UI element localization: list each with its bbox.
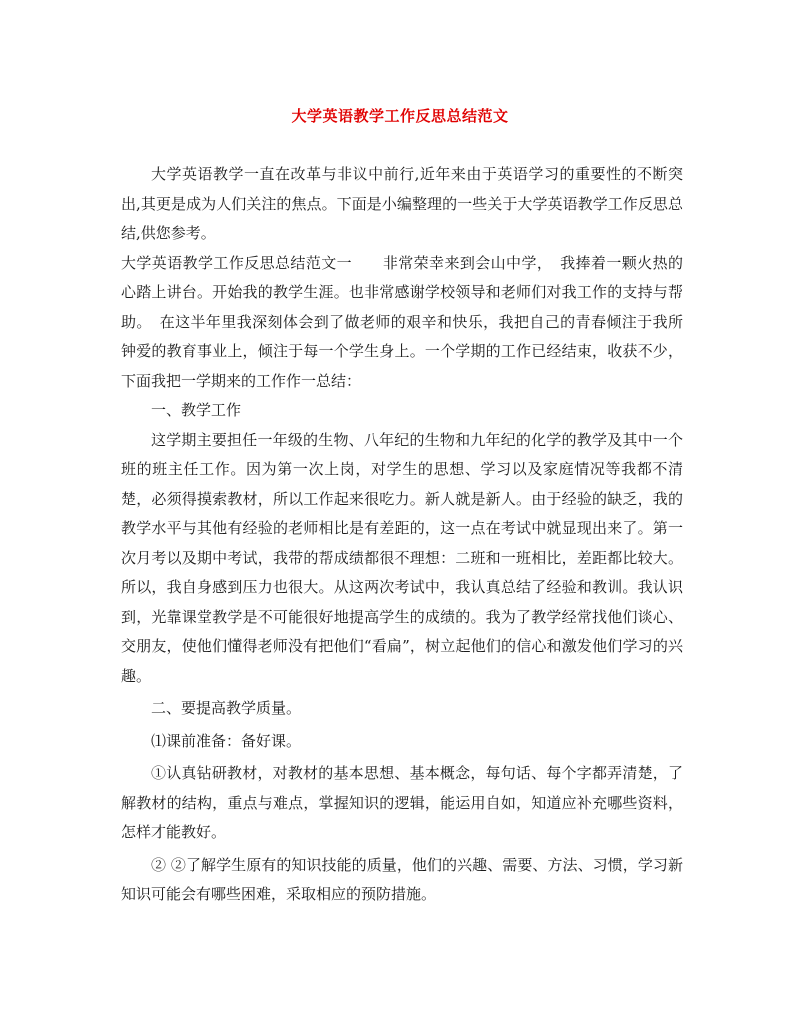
document-body bbox=[121, 160, 683, 910]
intro-paragraph: 大学英语教学一直在改革与非议中前行,近年来由于英语学习的重要性的不断突出,其更是成为人们关注的焦点。下面是小编整理的一些关于大学英语教学工作反思总结,供您参考。 bbox=[121, 165, 683, 242]
list-item-study-material: ①认真钻研教材，对教材的基本思想、基本概念，每句话、每个字都弄清楚，了解教材的结构，重点与难点，掌握知识的逻辑，能运用自如，知道应补充哪些资料，怎样才能教好。 bbox=[121, 764, 683, 841]
subheading-preparation: ⑴课前准备：备好课。 bbox=[151, 731, 302, 750]
section-heading-quality: 二、要提高教学质量。 bbox=[151, 699, 302, 717]
document-title: 大学英语教学工作反思总结范文 bbox=[291, 107, 509, 125]
list-item-know-students: ② ②了解学生原有的知识技能的质量，他们的兴趣、需要、方法、习惯，学习新知识可能会有哪些困难，采取相应的预防措施。 bbox=[121, 855, 683, 903]
section-heading-teaching-work: 一、教学工作 bbox=[151, 401, 242, 419]
summary-one-paragraph: 大学英语教学工作反思总结范文一 非常荣幸来到会山中学， 我捧着一颗火热的心踏上讲台。开始我的教学生涯。也非常感谢学校领导和老师们对我工作的支持与帮助。 在这半年里我深刻体会到了做老师的艰辛和快乐，我把自己的青春倾注于我所钟爱的教育事业上，倾注于每一个学生身上。一个学期的工作已经结束，收获不少，下面我把一学期来的工作作一总结： bbox=[121, 253, 683, 390]
teaching-work-paragraph: 这学期主要担任一年级的生物、八年纪的生物和九年纪的化学的教学及其中一个班的班主任工作。因为第一次上岗，对学生的思想、学习以及家庭情况等我都不清楚，必须得摸索教材，所以工作起来很吃力。新人就是新人。由于经验的缺乏，我的教学水平与其他有经验的老师相比是有差距的，这一点在考试中就显现出来了。第一次月考以及期中考试，我带的帮成绩都很不理想：二班和一班相比，差距都比较大。所以，我自身感到压力也很大。从这两次考试中，我认真总结了经验和教训。我认识到，光靠课堂教学是不可能很好地提高学生的成绩的。我为了教学经常找他们谈心、交朋友，使他们懂得老师没有把他们“看扁”，树立起他们的信心和激发他们学习的兴趣。 bbox=[121, 430, 683, 685]
